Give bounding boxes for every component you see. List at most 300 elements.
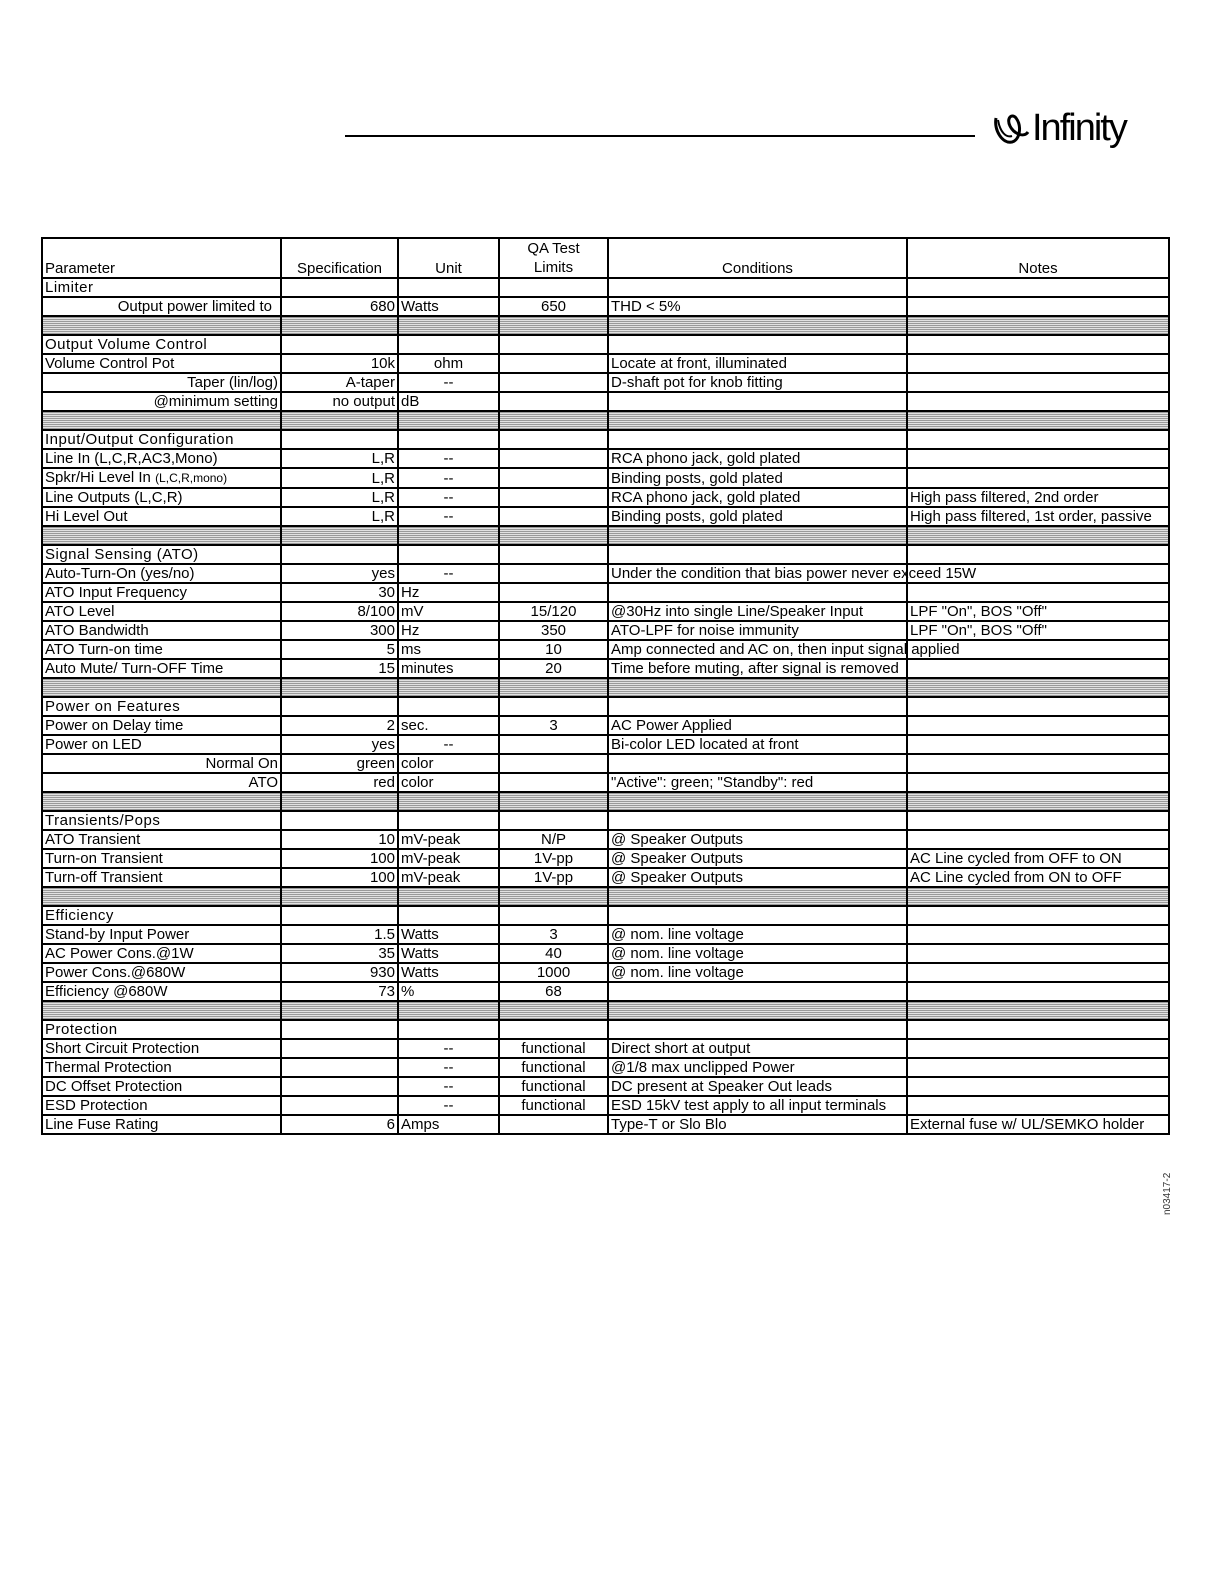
notes-cell <box>907 830 1169 849</box>
notes-cell <box>907 716 1169 735</box>
separator-cell <box>281 1001 398 1020</box>
table-row <box>42 1039 1169 1058</box>
conditions-cell: Amp connected and AC on, then input signal applied <box>608 640 907 659</box>
unit-cell: mV <box>398 602 499 621</box>
spec-cell <box>281 1039 398 1058</box>
param-label: Auto-Turn-On (yes/no) <box>45 565 195 582</box>
qa-cell: functional <box>499 1058 608 1077</box>
qa-cell <box>499 488 608 507</box>
empty-cell <box>907 1020 1169 1039</box>
param-label: Output power limited to <box>117 298 272 315</box>
table-row <box>42 297 1169 316</box>
spec-cell <box>281 1096 398 1115</box>
qa-cell: 1V-pp <box>499 849 608 868</box>
separator-cell <box>608 1001 907 1020</box>
param-cell <box>42 1058 281 1077</box>
param-label: Turn-on Transient <box>45 850 163 867</box>
section-title: Protection <box>42 1020 281 1039</box>
separator-cell <box>42 887 281 906</box>
param-cell <box>42 640 281 659</box>
qa-cell <box>499 373 608 392</box>
spec-cell <box>281 1077 398 1096</box>
spec-cell: no output <box>281 392 398 411</box>
param-cell <box>42 925 281 944</box>
qa-cell: 10 <box>499 640 608 659</box>
notes-cell: High pass filtered, 1st order, passive <box>907 507 1169 526</box>
spec-cell: yes <box>281 735 398 754</box>
param-label: ESD Protection <box>45 1097 148 1114</box>
table-row <box>42 564 1169 583</box>
qa-cell: 350 <box>499 621 608 640</box>
param-cell <box>42 564 281 583</box>
table-row <box>42 373 1169 392</box>
separator-cell <box>42 316 281 335</box>
unit-cell: -- <box>398 564 499 583</box>
param-label: Volume Control Pot <box>45 355 175 372</box>
empty-cell <box>907 278 1169 297</box>
conditions-cell: D-shaft pot for knob fitting <box>608 373 907 392</box>
conditions-cell <box>608 392 907 411</box>
param-cell <box>42 392 281 411</box>
unit-cell: Watts <box>398 944 499 963</box>
param-label: ATO Input Frequency <box>45 584 188 601</box>
spec-cell: 15 <box>281 659 398 678</box>
param-cell <box>42 849 281 868</box>
param-cell <box>42 449 281 468</box>
section-separator <box>42 887 1169 906</box>
separator-cell <box>907 1001 1169 1020</box>
table-row <box>42 621 1169 640</box>
notes-cell: High pass filtered, 2nd order <box>907 488 1169 507</box>
qa-cell <box>499 392 608 411</box>
conditions-cell: Locate at front, illuminated <box>608 354 907 373</box>
param-label: Power Cons.@680W <box>45 964 186 981</box>
conditions-cell <box>608 754 907 773</box>
separator-cell <box>608 316 907 335</box>
separator-cell <box>499 1001 608 1020</box>
param-label: ATO Turn-on time <box>45 641 163 658</box>
param-cell <box>42 944 281 963</box>
notes-cell: External fuse w/ UL/SEMKO holder <box>907 1115 1169 1134</box>
notes-cell <box>907 392 1169 411</box>
conditions-cell: @ nom. line voltage <box>608 944 907 963</box>
spec-cell: L,R <box>281 468 398 488</box>
header-parameter: Parameter <box>42 238 281 278</box>
empty-cell <box>499 335 608 354</box>
separator-cell <box>499 792 608 811</box>
notes-cell <box>907 925 1169 944</box>
separator-cell <box>608 887 907 906</box>
separator-cell <box>907 316 1169 335</box>
notes-cell <box>907 982 1169 1001</box>
separator-cell <box>398 678 499 697</box>
table-row <box>42 488 1169 507</box>
separator-cell <box>499 411 608 430</box>
unit-cell: color <box>398 773 499 792</box>
separator-cell <box>499 316 608 335</box>
section-title: Limiter <box>42 278 281 297</box>
empty-cell <box>281 906 398 925</box>
table-row <box>42 963 1169 982</box>
spec-cell: 30 <box>281 583 398 602</box>
spec-cell: 680 <box>281 297 398 316</box>
unit-cell: -- <box>398 507 499 526</box>
notes-cell <box>907 963 1169 982</box>
table-row <box>42 1077 1169 1096</box>
empty-cell <box>608 697 907 716</box>
separator-cell <box>398 316 499 335</box>
separator-cell <box>42 792 281 811</box>
table-row <box>42 849 1169 868</box>
param-label: Efficiency @680W <box>45 983 168 1000</box>
qa-cell <box>499 564 608 583</box>
qa-cell <box>499 735 608 754</box>
section-separator <box>42 411 1169 430</box>
param-label: ATO <box>248 774 278 791</box>
notes-cell: AC Line cycled from OFF to ON <box>907 849 1169 868</box>
param-label: ATO Bandwidth <box>45 622 149 639</box>
spec-cell: 100 <box>281 849 398 868</box>
section-title-row <box>42 1020 1169 1039</box>
qa-cell: 3 <box>499 716 608 735</box>
unit-cell: mV-peak <box>398 868 499 887</box>
separator-cell <box>907 792 1169 811</box>
table-row <box>42 468 1169 488</box>
section-title-row <box>42 335 1169 354</box>
param-cell <box>42 507 281 526</box>
separator-cell <box>398 1001 499 1020</box>
table-row <box>42 659 1169 678</box>
separator-cell <box>281 678 398 697</box>
unit-cell: minutes <box>398 659 499 678</box>
notes-cell <box>907 735 1169 754</box>
notes-cell <box>907 449 1169 468</box>
param-cell <box>42 583 281 602</box>
unit-cell: ohm <box>398 354 499 373</box>
separator-cell <box>42 526 281 545</box>
empty-cell <box>499 811 608 830</box>
separator-cell <box>499 887 608 906</box>
param-label: AC Power Cons.@1W <box>45 945 194 962</box>
qa-cell: functional <box>499 1039 608 1058</box>
header-qa-line2: Limits <box>533 259 574 276</box>
qa-cell: 40 <box>499 944 608 963</box>
section-title-row <box>42 545 1169 564</box>
param-sublabel: (L,C,R,mono) <box>155 471 228 485</box>
empty-cell <box>398 545 499 564</box>
separator-cell <box>42 411 281 430</box>
param-label: Line In (L,C,R,AC3,Mono) <box>45 450 218 467</box>
conditions-cell: AC Power Applied <box>608 716 907 735</box>
unit-cell: Hz <box>398 583 499 602</box>
notes-cell <box>907 1077 1169 1096</box>
unit-cell: -- <box>398 1096 499 1115</box>
empty-cell <box>499 278 608 297</box>
section-title: Output Volume Control <box>42 335 281 354</box>
section-separator <box>42 316 1169 335</box>
empty-cell <box>608 335 907 354</box>
unit-cell: ms <box>398 640 499 659</box>
param-cell <box>42 868 281 887</box>
spec-cell: A-taper <box>281 373 398 392</box>
header-qa-line1: QA Test <box>527 240 580 257</box>
param-label: Taper (lin/log) <box>187 374 278 391</box>
conditions-cell: @ nom. line voltage <box>608 963 907 982</box>
section-separator <box>42 1001 1169 1020</box>
conditions-cell: "Active": green; "Standby": red <box>608 773 907 792</box>
conditions-cell: Type-T or Slo Blo <box>608 1115 907 1134</box>
section-title: Power on Features <box>42 697 281 716</box>
param-label: Power on LED <box>45 736 142 753</box>
empty-cell <box>608 906 907 925</box>
notes-cell <box>907 754 1169 773</box>
notes-cell: LPF "On", BOS "Off" <box>907 621 1169 640</box>
spec-cell: 73 <box>281 982 398 1001</box>
qa-cell: 3 <box>499 925 608 944</box>
spec-cell: 2 <box>281 716 398 735</box>
qa-cell: 20 <box>499 659 608 678</box>
table-row <box>42 868 1169 887</box>
spec-cell: 5 <box>281 640 398 659</box>
empty-cell <box>608 811 907 830</box>
param-label: ATO Transient <box>45 831 141 848</box>
qa-cell <box>499 507 608 526</box>
conditions-cell: THD < 5% <box>608 297 907 316</box>
conditions-cell: @ Speaker Outputs <box>608 849 907 868</box>
param-label: DC Offset Protection <box>45 1078 183 1095</box>
table-row <box>42 354 1169 373</box>
empty-cell <box>907 906 1169 925</box>
unit-cell: mV-peak <box>398 849 499 868</box>
conditions-cell: Bi-color LED located at front <box>608 735 907 754</box>
separator-cell <box>281 411 398 430</box>
notes-cell <box>907 297 1169 316</box>
qa-cell <box>499 449 608 468</box>
param-label: Auto Mute/ Turn-OFF Time <box>45 660 224 677</box>
unit-cell: color <box>398 754 499 773</box>
param-cell <box>42 354 281 373</box>
param-label: Spkr/Hi Level In <box>45 469 151 486</box>
document-id: n03417-2 <box>1162 1172 1173 1215</box>
param-label: Normal On <box>205 755 278 772</box>
table-row <box>42 1096 1169 1115</box>
param-cell <box>42 754 281 773</box>
empty-cell <box>907 545 1169 564</box>
empty-cell <box>398 335 499 354</box>
conditions-cell: ATO-LPF for noise immunity <box>608 621 907 640</box>
table-row <box>42 716 1169 735</box>
separator-cell <box>281 887 398 906</box>
separator-cell <box>398 792 499 811</box>
table-row <box>42 944 1169 963</box>
notes-cell <box>907 354 1169 373</box>
unit-cell: -- <box>398 468 499 488</box>
section-separator <box>42 678 1169 697</box>
infinity-swoosh-icon <box>992 104 1032 152</box>
brand-name: Infinity <box>1032 107 1126 149</box>
table-row <box>42 754 1169 773</box>
empty-cell <box>281 811 398 830</box>
separator-cell <box>42 678 281 697</box>
spec-cell: red <box>281 773 398 792</box>
empty-cell <box>499 1020 608 1039</box>
unit-cell: -- <box>398 1058 499 1077</box>
spec-cell: 100 <box>281 868 398 887</box>
conditions-cell: @ nom. line voltage <box>608 925 907 944</box>
param-label: Hi Level Out <box>45 508 128 525</box>
conditions-cell: RCA phono jack, gold plated <box>608 449 907 468</box>
separator-cell <box>608 792 907 811</box>
unit-cell: -- <box>398 1039 499 1058</box>
section-title-row <box>42 697 1169 716</box>
table-row <box>42 830 1169 849</box>
spec-cell: 8/100 <box>281 602 398 621</box>
section-title: Transients/Pops <box>42 811 281 830</box>
unit-cell: -- <box>398 488 499 507</box>
table-row <box>42 449 1169 468</box>
empty-cell <box>499 906 608 925</box>
unit-cell: Amps <box>398 1115 499 1134</box>
spec-cell: 10 <box>281 830 398 849</box>
spec-cell <box>281 1058 398 1077</box>
empty-cell <box>608 545 907 564</box>
qa-cell <box>499 773 608 792</box>
section-title: Input/Output Configuration <box>42 430 281 449</box>
unit-cell: -- <box>398 373 499 392</box>
spec-cell: 10k <box>281 354 398 373</box>
table-row <box>42 640 1169 659</box>
table-row <box>42 583 1169 602</box>
table-row <box>42 773 1169 792</box>
empty-cell <box>281 278 398 297</box>
param-cell <box>42 716 281 735</box>
unit-cell: Watts <box>398 297 499 316</box>
separator-cell <box>907 411 1169 430</box>
qa-cell: functional <box>499 1077 608 1096</box>
conditions-cell: @1/8 max unclipped Power <box>608 1058 907 1077</box>
empty-cell <box>608 278 907 297</box>
section-title-row <box>42 430 1169 449</box>
separator-cell <box>907 526 1169 545</box>
qa-cell: 15/120 <box>499 602 608 621</box>
empty-cell <box>907 811 1169 830</box>
empty-cell <box>398 430 499 449</box>
notes-cell <box>907 944 1169 963</box>
table-row <box>42 1058 1169 1077</box>
conditions-cell: ESD 15kV test apply to all input terminals <box>608 1096 907 1115</box>
unit-cell: -- <box>398 449 499 468</box>
unit-cell: Watts <box>398 963 499 982</box>
empty-cell <box>499 545 608 564</box>
header-notes: Notes <box>907 238 1169 278</box>
notes-cell <box>907 373 1169 392</box>
separator-cell <box>907 678 1169 697</box>
param-cell <box>42 963 281 982</box>
notes-cell: AC Line cycled from ON to OFF <box>907 868 1169 887</box>
spec-cell: L,R <box>281 488 398 507</box>
conditions-cell: DC present at Speaker Out leads <box>608 1077 907 1096</box>
notes-cell <box>907 1096 1169 1115</box>
spec-cell: L,R <box>281 507 398 526</box>
qa-cell <box>499 354 608 373</box>
qa-cell: 68 <box>499 982 608 1001</box>
param-label: Power on Delay time <box>45 717 184 734</box>
header-qa <box>499 238 608 278</box>
table-row <box>42 507 1169 526</box>
separator-cell <box>499 526 608 545</box>
notes-cell <box>907 583 1169 602</box>
empty-cell <box>398 1020 499 1039</box>
conditions-cell <box>608 583 907 602</box>
notes-cell <box>907 1039 1169 1058</box>
table-row <box>42 602 1169 621</box>
table-row <box>42 735 1169 754</box>
param-cell <box>42 982 281 1001</box>
param-cell <box>42 488 281 507</box>
section-separator <box>42 792 1169 811</box>
section-title-row <box>42 906 1169 925</box>
table-row <box>42 925 1169 944</box>
param-label: Short Circuit Protection <box>45 1040 200 1057</box>
qa-cell: functional <box>499 1096 608 1115</box>
unit-cell: mV-peak <box>398 830 499 849</box>
qa-cell: 1000 <box>499 963 608 982</box>
section-title-row <box>42 278 1169 297</box>
unit-cell: dB <box>398 392 499 411</box>
conditions-cell: RCA phono jack, gold plated <box>608 488 907 507</box>
param-cell <box>42 1096 281 1115</box>
notes-cell <box>907 468 1169 488</box>
param-cell <box>42 1077 281 1096</box>
unit-cell: -- <box>398 735 499 754</box>
header-conditions: Conditions <box>608 238 907 278</box>
empty-cell <box>907 335 1169 354</box>
separator-cell <box>608 678 907 697</box>
separator-cell <box>398 411 499 430</box>
separator-cell <box>281 316 398 335</box>
notes-cell: LPF "On", BOS "Off" <box>907 602 1169 621</box>
qa-cell: 1V-pp <box>499 868 608 887</box>
param-label: Line Outputs (L,C,R) <box>45 489 183 506</box>
notes-cell <box>907 659 1169 678</box>
param-label: Stand-by Input Power <box>45 926 190 943</box>
empty-cell <box>281 430 398 449</box>
qa-cell: 650 <box>499 297 608 316</box>
param-label: ATO Level <box>45 603 115 620</box>
empty-cell <box>608 1020 907 1039</box>
conditions-cell: Direct short at output <box>608 1039 907 1058</box>
empty-cell <box>499 430 608 449</box>
conditions-cell: @30Hz into single Line/Speaker Input <box>608 602 907 621</box>
qa-cell <box>499 1115 608 1134</box>
unit-cell: Hz <box>398 621 499 640</box>
header-specification: Specification <box>281 238 398 278</box>
header-unit: Unit <box>398 238 499 278</box>
param-label: Thermal Protection <box>45 1059 172 1076</box>
spec-cell: L,R <box>281 449 398 468</box>
param-cell <box>42 735 281 754</box>
header-rule <box>345 135 975 137</box>
conditions-cell: Under the condition that bias power never exceed 15W <box>608 564 907 583</box>
empty-cell <box>398 906 499 925</box>
separator-cell <box>281 526 398 545</box>
spec-cell: 300 <box>281 621 398 640</box>
infinity-logo <box>992 104 1152 152</box>
empty-cell <box>499 697 608 716</box>
section-title-row <box>42 811 1169 830</box>
param-cell <box>42 602 281 621</box>
table-row <box>42 1115 1169 1134</box>
